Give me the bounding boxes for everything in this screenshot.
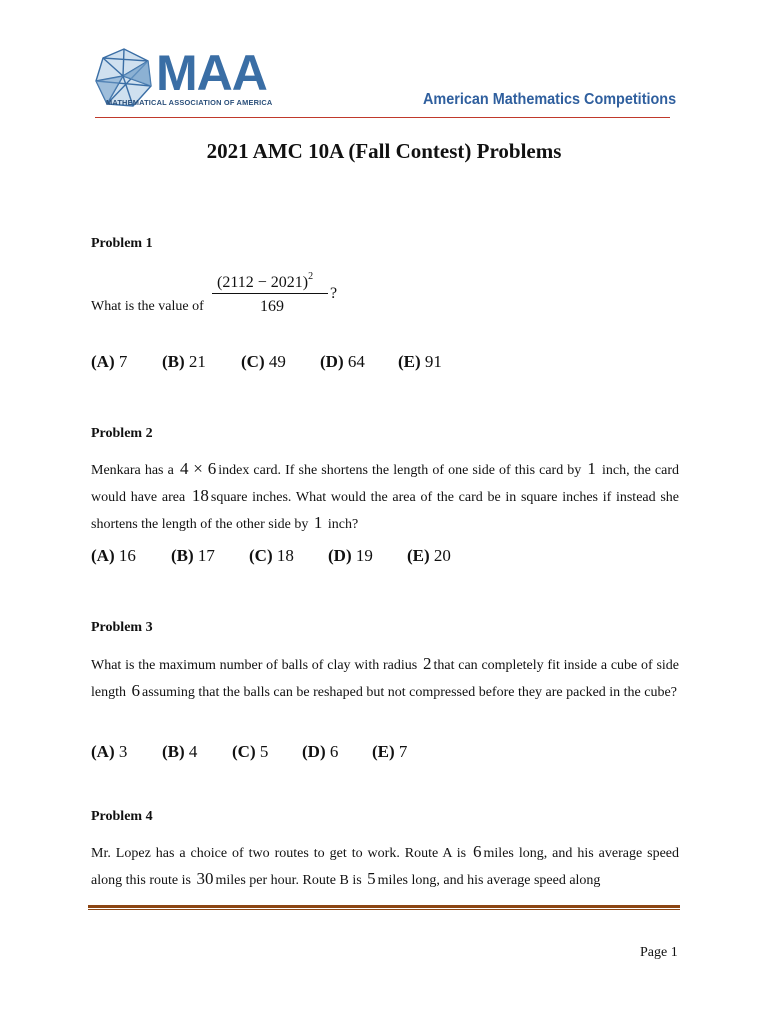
page-number: Page 1	[640, 945, 678, 960]
problem-3-heading: Problem 3	[91, 620, 153, 635]
choice-a: (A) 3	[91, 742, 128, 761]
problem-2-text: Menkara has a 4 × 6 index card. If she shortens the length of one side of this card by 1 inch, the card would have area 18 square inches. What would the area of the card be in square inches if instead she shortens the length of the other side by 1 inch?	[91, 459, 680, 532]
choice-c: (C) 49	[241, 352, 286, 371]
footer-divider	[88, 905, 680, 908]
choice-a: (A) 7	[91, 352, 128, 371]
math: 18	[191, 486, 209, 505]
choice-c: (C) 5	[232, 742, 269, 761]
math: 1	[313, 513, 323, 532]
choice-e: (E) 7	[372, 742, 408, 761]
choice-a: (A) 16	[91, 546, 136, 565]
problem-1-choices	[91, 352, 442, 372]
math: 6	[473, 842, 482, 861]
choice-b: (B) 17	[171, 546, 215, 565]
problem-2-choices	[91, 546, 451, 566]
page-title: 2021 AMC 10A (Fall Contest) Problems	[206, 139, 562, 163]
problem-1-exponent: 2	[308, 271, 314, 282]
math: 5	[367, 869, 376, 888]
problem-1-lead: What is the value of	[91, 299, 204, 314]
maa-logo-letters: MAA	[156, 45, 267, 101]
choice-e: (E) 91	[398, 352, 442, 371]
choice-c: (C) 18	[249, 546, 294, 565]
problem-4-text: Mr. Lopez has a choice of two routes to get to work. Route A is 6 miles long, and his average speed along this route is 30 miles per hour. Route B is 5 miles long, and his average speed along	[91, 842, 680, 888]
choice-d: (D) 6	[302, 742, 339, 761]
problem-1-question-mark: ?	[330, 285, 338, 302]
math: 2	[422, 654, 432, 673]
math: 1	[587, 459, 596, 478]
choice-d: (D) 64	[320, 352, 365, 371]
choice-d: (D) 19	[328, 546, 373, 565]
problem-1-fraction-denominator: 169	[260, 298, 284, 315]
math: 6	[131, 681, 140, 700]
math: 4 × 6	[179, 459, 217, 478]
choice-b: (B) 4	[162, 742, 198, 761]
problem-4-heading: Problem 4	[91, 809, 153, 824]
problem-1-fraction-numerator: $(2112 - 2021)^2$	[217, 271, 314, 291]
choice-e: (E) 20	[407, 546, 451, 565]
problem-2-heading: Problem 2	[91, 426, 153, 441]
math: 30	[196, 869, 214, 888]
problem-1-fraction-bar	[212, 293, 328, 294]
problem-3-choices	[91, 742, 407, 762]
header-divider	[95, 117, 670, 118]
problem-1-heading: Problem 1	[91, 236, 153, 251]
maa-logo-subtitle: MATHEMATICAL ASSOCIATION OF AMERICA	[106, 98, 273, 107]
footer-divider-thin	[88, 909, 680, 910]
competition-name: American Mathematics Competitions	[423, 91, 677, 108]
problem-3-text: What is the maximum number of balls of clay with radius 2 that can completely fit inside a cube of side length 6 assuming that the balls can be reshaped but not compressed before they are packed in the cube?	[91, 654, 680, 700]
choice-b: (B) 21	[162, 352, 206, 371]
